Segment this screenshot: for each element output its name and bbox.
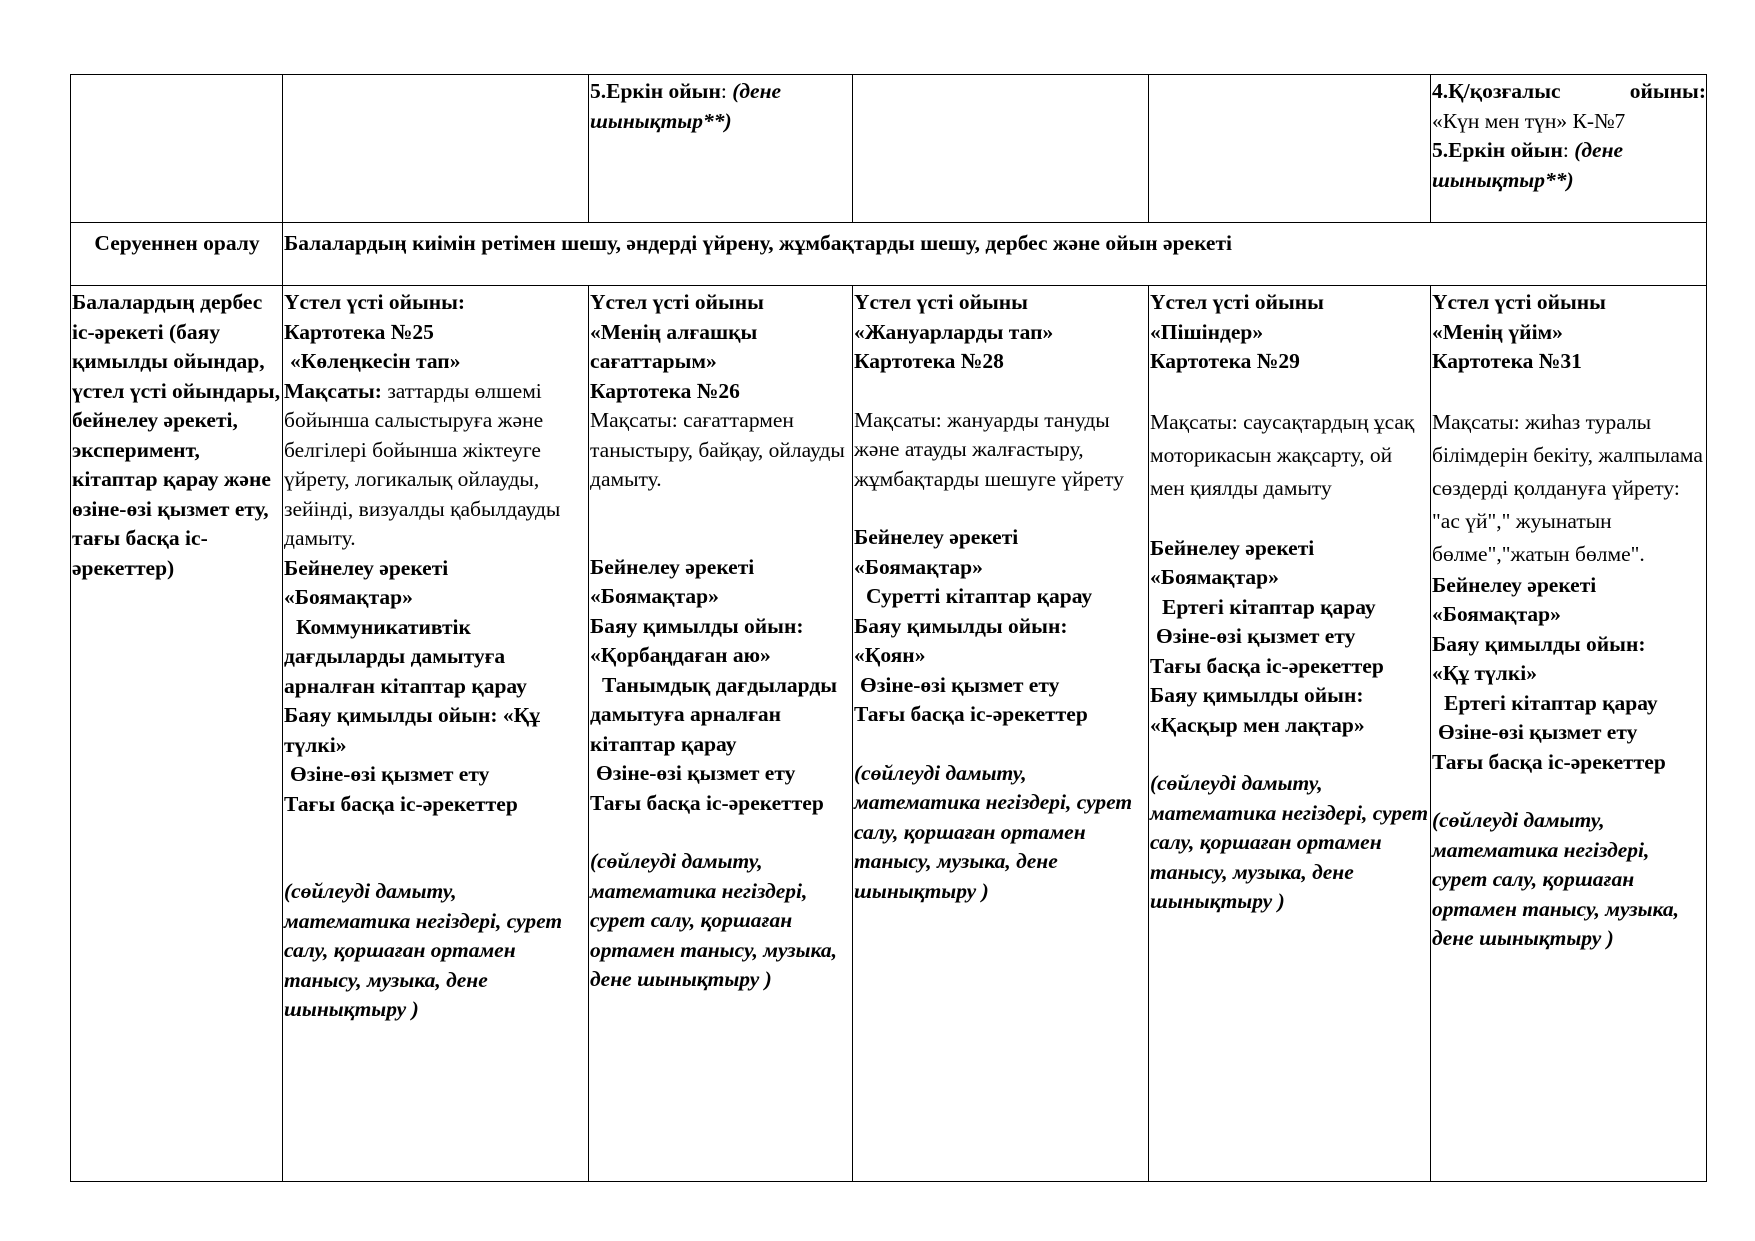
col5-slow-game-label: Баяу қимылды ойын: (1432, 631, 1646, 656)
col1-art-item: «Боямақтар» (284, 585, 413, 609)
col1-goal-text: заттарды өлшемі бойынша салыстыруға және белгілері бойынша жіктеуге үйрету, логикалық ойлауды, зейінді, визуалды қабылдауды дамыту. (284, 378, 561, 550)
col4-slow-game-label: Баяу қимылды ойын: (1150, 683, 1364, 707)
col4-card: Картотека №29 (1150, 349, 1300, 373)
free-game-label-2: 5.Еркін ойын (1432, 138, 1563, 162)
col1-books: Коммуникативтік дағдыларды дамытуға арналған кітаптар қарау (284, 614, 527, 698)
col3-books: Суретті кітаптар қарау (866, 584, 1093, 608)
cell-top-6 (1431, 75, 1707, 223)
activity-label: Балалардың дербес іс-әрекеті (баяу қимылды ойындар, үстел үсті ойындары, бейнелеу әрекеті, эксперимент, кітаптар қарау және өзіне-өзі қызмет ету, тағы басқа іс-әрекеттер) (71, 286, 283, 1182)
col3-self: Өзіне-өзі қызмет ету (860, 672, 1060, 697)
col2-other: Тағы басқа іс-әрекеттер (590, 790, 824, 815)
col4-game: «Пішіндер» (1150, 319, 1264, 344)
col2-title: Үстел үсті ойыны (590, 290, 764, 314)
col4-books: Ертегі кітаптар қарау (1162, 594, 1376, 619)
col2-art-item: «Боямақтар» (590, 584, 719, 608)
col4-title: Үстел үсті ойыны (1150, 290, 1324, 314)
free-game-label: 5.Еркін ойын (590, 79, 721, 103)
col4-self: Өзіне-өзі қызмет ету (1156, 624, 1356, 648)
col5-art: Бейнелеу әрекеті (1432, 572, 1597, 597)
col1-goal-label: Мақсаты: (284, 378, 382, 403)
col1-other: Тағы басқа іс-әрекеттер (284, 791, 518, 816)
col2-slow-game: «Қорбаңдаған аю» (590, 643, 771, 667)
col3-other: Тағы басқа іс-әрекеттер (854, 702, 1088, 726)
free-game-sep: : (720, 79, 733, 103)
col4-goal: Мақсаты: саусақтардың ұсақ моторикасын жақсарту, ой мен қиялды дамыту (1150, 409, 1415, 500)
cell-top-3 (589, 75, 853, 223)
col1-card: Картотека №25 (284, 319, 434, 344)
col2-self: Өзіне-өзі қызмет ету (596, 761, 796, 785)
mobile-game-text: «Күн мен түн» К-№7 (1432, 108, 1626, 133)
col1-title: Үстел үсті ойыны: (284, 290, 466, 314)
col5-books: Ертегі кітаптар қарау (1444, 690, 1658, 715)
cell-top-4 (853, 75, 1149, 223)
col3-art-item: «Боямақтар» (854, 554, 983, 579)
col2-goal: Мақсаты: сағаттармен таныстыру, байқау, ойлауды дамыту. (590, 408, 845, 491)
col3-slow-game: «Қоян» (854, 643, 926, 667)
col4-slow-game: «Қасқыр мен лақтар» (1150, 712, 1365, 737)
col5-areas: (сөйлеуді дамыту, математика негіздері, сурет салу, қоршаған ортамен танысу, музыка, дене шынықтыру ) (1432, 808, 1679, 950)
col3-slow-game-label: Баяу қимылды ойын: (854, 613, 1068, 638)
col4-areas: (сөйлеуді дамыту, математика негіздері, сурет салу, қоршаған ортамен танысу, музыка, дене шынықтыру ) (1150, 771, 1429, 913)
col1-art: Бейнелеу әрекеті (284, 555, 449, 580)
col4-other: Тағы басқа іс-әрекеттер (1150, 653, 1384, 678)
col1-areas: (сөйлеуді дамыту, математика негіздері, сурет салу, қоршаған ортамен танысу, музыка, дене шынықтыру ) (284, 879, 563, 1021)
col5-art-item: «Боямақтар» (1432, 602, 1561, 626)
schedule-table (70, 74, 1707, 1182)
col2-books: Танымдық дағдыларды дамытуға арналған кітаптар қарау (590, 672, 837, 756)
col5-card: Картотека №31 (1432, 349, 1582, 373)
col4-art: Бейнелеу әрекеті (1150, 535, 1315, 560)
activity-col-1 (283, 286, 589, 1182)
col2-game: «Менің алғашқы сағаттарым» (590, 319, 758, 373)
col5-game: «Менің үйім» (1432, 319, 1563, 344)
row-activity (71, 286, 1707, 1182)
col1-game: «Көлеңкесін тап» (290, 349, 461, 373)
free-game-note: (дене шынықтыр**) (590, 79, 782, 133)
col2-card: Картотека №26 (590, 378, 740, 403)
return-text: Балалардың киімін ретімен шешу, әндерді үйрену, жұмбақтарды шешу, дербес және ойын әрекеті (283, 223, 1707, 286)
col3-art: Бейнелеу әрекеті (854, 525, 1019, 549)
col2-slow-game-label: Баяу қимылды ойын: (590, 613, 804, 638)
activity-col-5 (1431, 286, 1707, 1182)
cell-top-1 (71, 75, 283, 223)
row-top (71, 75, 1707, 223)
cell-top-5 (1149, 75, 1431, 223)
cell-top-2 (283, 75, 589, 223)
col2-art: Бейнелеу әрекеті (590, 554, 755, 579)
col4-art-item: «Боямақтар» (1150, 565, 1279, 589)
free-game-note-2: (дене шынықтыр**) (1432, 138, 1624, 192)
col3-game: «Жануарларды тап» (854, 319, 1054, 344)
col1-self: Өзіне-өзі қызмет ету (290, 762, 490, 786)
activity-col-3 (853, 286, 1149, 1182)
mobile-game-label: 4.Қ/қозғалыс ойыны: (1432, 79, 1706, 103)
col5-title: Үстел үсті ойыны (1432, 290, 1606, 314)
col5-other: Тағы басқа іс-әрекеттер (1432, 749, 1666, 774)
col3-areas: (сөйлеуді дамыту, математика негіздері, сурет салу, қоршаған ортамен танысу, музыка, дене шынықтыру ) (854, 760, 1133, 903)
col3-goal: Мақсаты: жануарды тануды және атауды жалғастыру, жұмбақтарды шешуге үйрету (854, 407, 1124, 491)
free-game-sep-2: : (1562, 138, 1575, 162)
return-label: Серуеннен оралу (71, 223, 283, 286)
col1-slow-game: Баяу қимылды ойын: «Құ түлкі» (284, 703, 540, 757)
col5-slow-game: «Құ түлкі» (1432, 661, 1537, 685)
row-return (71, 223, 1707, 286)
col3-title: Үстел үсті ойыны (854, 290, 1028, 314)
activity-col-4 (1149, 286, 1431, 1182)
col5-goal: Мақсаты: жиһаз туралы білімдерін бекіту, жалпылама сөздерді қолдануға үйрету: "ас үй"," жуынатын бөлме","жатын бөлме". (1432, 409, 1703, 566)
col5-self: Өзіне-өзі қызмет ету (1438, 720, 1638, 744)
activity-col-2 (589, 286, 853, 1182)
col3-card: Картотека №28 (854, 349, 1004, 373)
col2-areas: (сөйлеуді дамыту, математика негіздері, сурет салу, қоршаған ортамен танысу, музыка, дене шынықтыру ) (590, 849, 837, 991)
